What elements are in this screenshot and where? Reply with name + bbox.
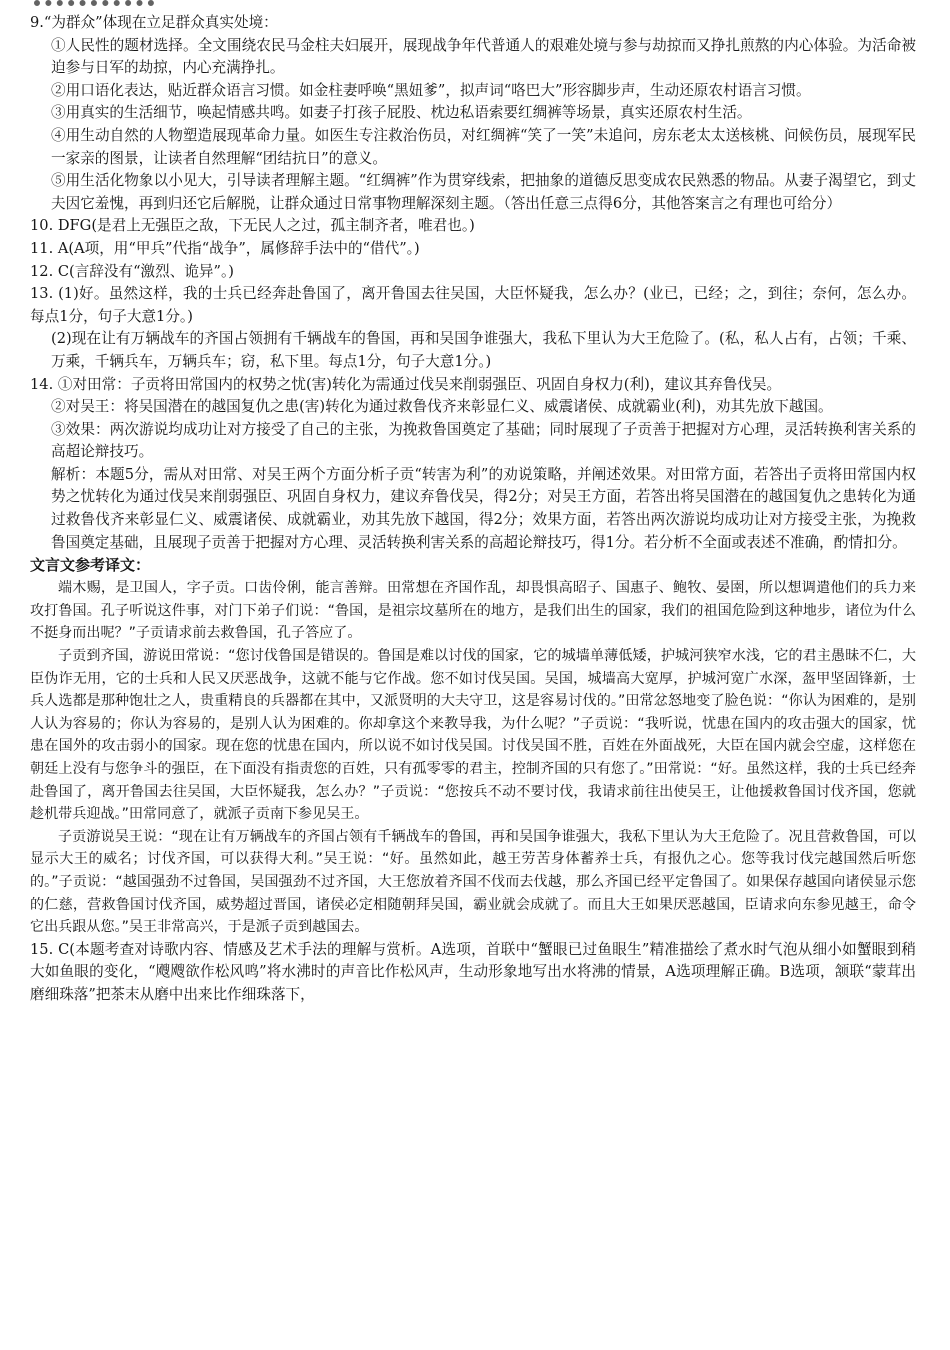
translation-paragraph-2: 子贡到齐国，游说田常说：“您讨伐鲁国是错误的。鲁国是难以讨伐的国家，它的城墙单薄低矮，护城河狭窄水浅，它的君主愚昧不仁，大臣伪诈无用，它的士兵和人民又厌恶战争，这就不能与它作战。您不如讨伐吴国。吴国，城墙高大宽厚，护城河宽广水深，盔甲坚固锋新，士兵人选都是那种饱壮之人，贵重精良的兵器都在其中，又派贤明的大夫守卫，这是容易讨伐的。”田常忿怒地变了脸色说：“你认为困难的，是别人认为容易的；你认为容易的，是别人认为困难的。你却拿这个来教导我，为什么呢？”子贡说：“我听说，忧患在国内的攻击强大的国家，忧患在国外的攻击弱小的国家。现在您的忧患在国内，所以说不如讨伐吴国。讨伐吴国不胜，百姓在外面战死，大臣在国内就会空虚，这样您在朝廷上没有与您争斗的强臣，在下面没有指责您的百姓，只有孤零零的君主，控制齐国的只有您了。”田常说：“好。虽然这样，我的士兵已经奔赴鲁国了，离开鲁国去往吴国，大臣怀疑我，怎么办？”子贡说：“您按兵不动不要讨伐，我请求前往出使吴王，让他援救鲁国讨伐齐国，您就趁机带兵迎战。”田常同意了，就派子贡南下参见吴王。 <box>30 648 916 823</box>
q11-answer: 11. A(A项，用“甲兵”代指“战争”，属修辞手法中的“借代”。) <box>30 239 420 257</box>
q13-part-2: (2)现在让有万辆战车的齐国占领拥有千辆战车的鲁国，再和吴国争谁强大，我私下里认为大王危险了。(私，私人占有，占领；千乘、万乘，千辆兵车，万辆兵车；窃，私下里。每点1分，句子大意1分。) <box>51 330 916 370</box>
q14-point-3: ③效果：两次游说均成功让对方接受了自己的主张，为挽救鲁国奠定了基础；同时展现了子贡善于把握对方心理，灵活转换利害关系的高超论辩技巧。 <box>51 420 916 461</box>
q14-analysis: 解析：本题5分，需从对田常、对吴王两个方面分析子贡“转害为利”的劝说策略，并阐述效果。对田常方面，若答出子贡将田常国内权势之忧转化为通过伐吴来削弱强臣、巩固自身权力，建议弃鲁伐吴，得2分；对吴王方面，若答出将吴国潜在的越国复仇之患转化为通过救鲁伐齐来彰显仁义、威震诸侯、成就霸业，劝其先放下越国，得2分；效果方面，若答出两次游说均成功让对方接受主张，为挽救鲁国奠定基础，且展现子贡善于把握对方心理、灵活转换利害关系的高超论辩技巧，得1分。若分析不全面或表述不准确，酌情扣分。 <box>51 465 916 551</box>
q12-answer: 12. C(言辞没有“激烈、诡异”。) <box>30 262 234 280</box>
translation-heading: 文言文参考译文： <box>30 556 151 575</box>
q9-point-4: ④用生动自然的人物塑造展现革命力量。如医生专注救治伤员，对红绸裤“笑了一笑”未追问，房东老太太送核桃、问候伤员，展现军民一家亲的图景，让读者自然理解“团结抗日”的意义。 <box>51 126 916 167</box>
q15-section <box>30 939 916 1007</box>
q9-point-1: ①人民性的题材选择。全文围绕农民马金柱夫妇展开，展现战争年代普通人的艰难处境与参与劫掠而又挣扎煎熬的内心体验。为活命被迫参与日军的劫掠，内心充满挣扎。 <box>51 36 916 77</box>
translation-paragraph-3: 子贡游说吴王说：“现在让有万辆战车的齐国占领有千辆战车的鲁国，再和吴国争谁强大，我私下里认为大王危险了。况且营救鲁国，可以显示大王的威名；讨伐齐国，可以获得大利。”吴王说：“好。虽然如此，越王劳苦身体蓄养士兵，有报仇之心。您等我讨伐完越国然后听您的。”子贡说：“越国强劲不过鲁国，吴国强劲不过齐国，大王您放着齐国不伐而去伐越，那么齐国已经平定鲁国了。如果保存越国向诸侯显示您的仁慈，营救鲁国讨伐齐国，威势超过晋国，诸侯必定相随朝拜吴国，霸业就会成就了。而且大王如果厌恶越国，臣请求向东参见越王，命令它出兵跟从您。”吴王非常高兴，于是派子贡到越国去。 <box>30 828 916 936</box>
q9-point-5: ⑤用生活化物象以小见大，引导读者理解主题。“红绸裤”作为贯穿线索，把抽象的道德反思变成农民熟悉的物品。从妻子渴望它，到丈夫因它羞愧，再到归还它后解脱，让群众通过日常事物理解深刻主题。（答出任意三点得6分，其他答案言之有理也可给分） <box>51 172 916 212</box>
answer-section <box>30 12 916 554</box>
answer-page <box>30 0 916 1007</box>
q15-answer: 15. C(本题考查对诗歌内容、情感及艺术手法的理解与赏析。A选项，首联中“蟹眼已过鱼眼生”精准描绘了煮水时气泡从细小如蟹眼到稍大如鱼眼的变化，“飕飕欲作松风鸣”将水沸时的声音比作松风声，生动形象地写出水将沸的情景，A选项理解正确。B选项，颔联“蒙茸出磨细珠落”把茶末从磨中出来比作细珠落下， <box>30 940 916 1003</box>
q9-point-2: ②用口语化表达，贴近群众语言习惯。如金柱妻呼唤“黑妞爹”，拟声词“咯巴大”形容脚步声，生动还原农村语言习惯。 <box>51 81 811 99</box>
q10-answer: 10. DFG(是君上无强臣之敌，下无民人之过，孤主制齐者，唯君也。) <box>30 217 475 235</box>
q9-point-3: ③用真实的生活细节，唤起情感共鸣。如妻子打孩子屁股、枕边私语索要红绸裤等场景，真实还原农村生活。 <box>51 104 752 122</box>
q9-title: 9.“为群众”体现在立足群众真实处境： <box>30 14 278 31</box>
translation-section <box>30 577 916 939</box>
q14-point-2: ②对吴王：将吴国潜在的越国复仇之患(害)转化为通过救鲁伐齐来彰显仁义、威震诸侯、成就霸业(利)，劝其先放下越国。 <box>51 398 833 416</box>
q14-point-1: 14. ①对田常：子贡将田常国内的权势之忧(害)转化为需通过伐吴来削弱强臣、巩固自身权力(利)，建议其弃鲁伐吴。 <box>30 375 782 393</box>
q13-part-1: 13. (1)好。虽然这样，我的士兵已经奔赴鲁国了，离开鲁国去往吴国，大臣怀疑我，怎么办？(业已，已经；之，到往；奈何，怎么办。每点1分，句子大意1分。) <box>30 285 916 325</box>
translation-paragraph-1: 端木赐，是卫国人，字子贡。口齿伶俐，能言善辩。田常想在齐国作乱，却畏惧高昭子、国惠子、鲍牧、晏圉，所以想调遣他们的兵力来攻打鲁国。孔子听说这件事，对门下弟子们说：“鲁国，是祖宗坟墓所在的地方，是我们出生的国家，我们的祖国危险到这种地步，诸位为什么不挺身而出呢？”子贡请求前去救鲁国，孔子答应了。 <box>30 580 916 642</box>
